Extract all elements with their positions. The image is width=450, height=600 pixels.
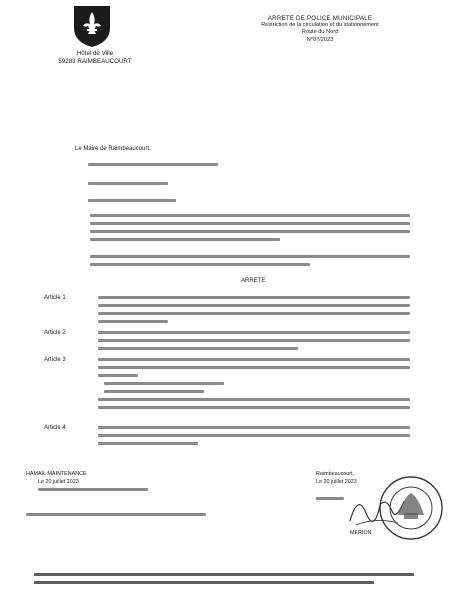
body-line	[98, 296, 410, 299]
official-seal	[378, 475, 444, 541]
body-line	[98, 374, 138, 377]
article-label: Article 1	[44, 295, 66, 301]
considerant-line	[88, 182, 168, 185]
town-hall-name: Hôtel de Ville	[76, 50, 114, 57]
list-item-line	[104, 382, 224, 385]
body-line	[90, 222, 410, 225]
body-line	[98, 339, 410, 342]
body-line	[98, 304, 410, 307]
list-item-line	[104, 390, 204, 393]
town-hall-address	[52, 50, 138, 65]
body-line	[90, 255, 410, 258]
town-coat-of-arms-logo	[68, 4, 116, 48]
considerant-line	[88, 199, 176, 202]
body-line	[90, 263, 310, 266]
article-label: Article 2	[44, 330, 66, 336]
body-line	[98, 331, 410, 334]
body-line	[98, 398, 410, 401]
recipient-ack-line	[38, 488, 148, 491]
signature-date: Le 20 juillet 2023	[316, 479, 357, 485]
decree-street-line: Route du Nord	[301, 29, 339, 36]
town-hall-stamp-icon	[378, 475, 444, 541]
body-line	[98, 347, 298, 350]
body-line	[98, 406, 410, 409]
legal-notice-line	[26, 513, 206, 516]
body-line	[90, 214, 410, 217]
body-line	[98, 358, 410, 361]
body-line	[98, 320, 168, 323]
decree-number-line: N°07/2023	[306, 36, 334, 43]
fleur-de-lis-shield-icon	[68, 4, 116, 48]
town-hall-postal: 59283 RAIMBEAUCOURT	[58, 57, 132, 65]
footer-notice-line	[34, 573, 414, 576]
footer-notice-line	[34, 581, 374, 584]
body-line	[90, 238, 280, 241]
signature-title-line	[316, 497, 344, 500]
body-line	[98, 442, 198, 445]
recipient-name: HAMAIL MAINTENANCE	[26, 471, 87, 477]
decree-title-block	[240, 15, 400, 44]
considerant-line	[88, 163, 218, 166]
body-line	[90, 230, 410, 233]
decree-subtitle-line: Restriction de la circulation et du stationnement	[261, 22, 379, 29]
decree-title-line: ARRETE DE POLICE MUNICIPALE	[267, 15, 373, 22]
body-line	[98, 366, 410, 369]
arrete-heading: ARRETE	[241, 278, 266, 284]
article-label: Article 3	[44, 357, 66, 363]
recipient-date: Le 20 juillet 2023	[38, 479, 79, 485]
signature-place: Raimbeaucourt,	[316, 471, 355, 477]
body-line	[98, 434, 410, 437]
body-line	[98, 312, 410, 315]
body-line	[98, 426, 410, 429]
mayor-line: Le Maire de Raimbeaucourt,	[75, 146, 151, 152]
article-label: Article 4	[44, 425, 66, 431]
signatory-name: MERION	[350, 530, 372, 536]
